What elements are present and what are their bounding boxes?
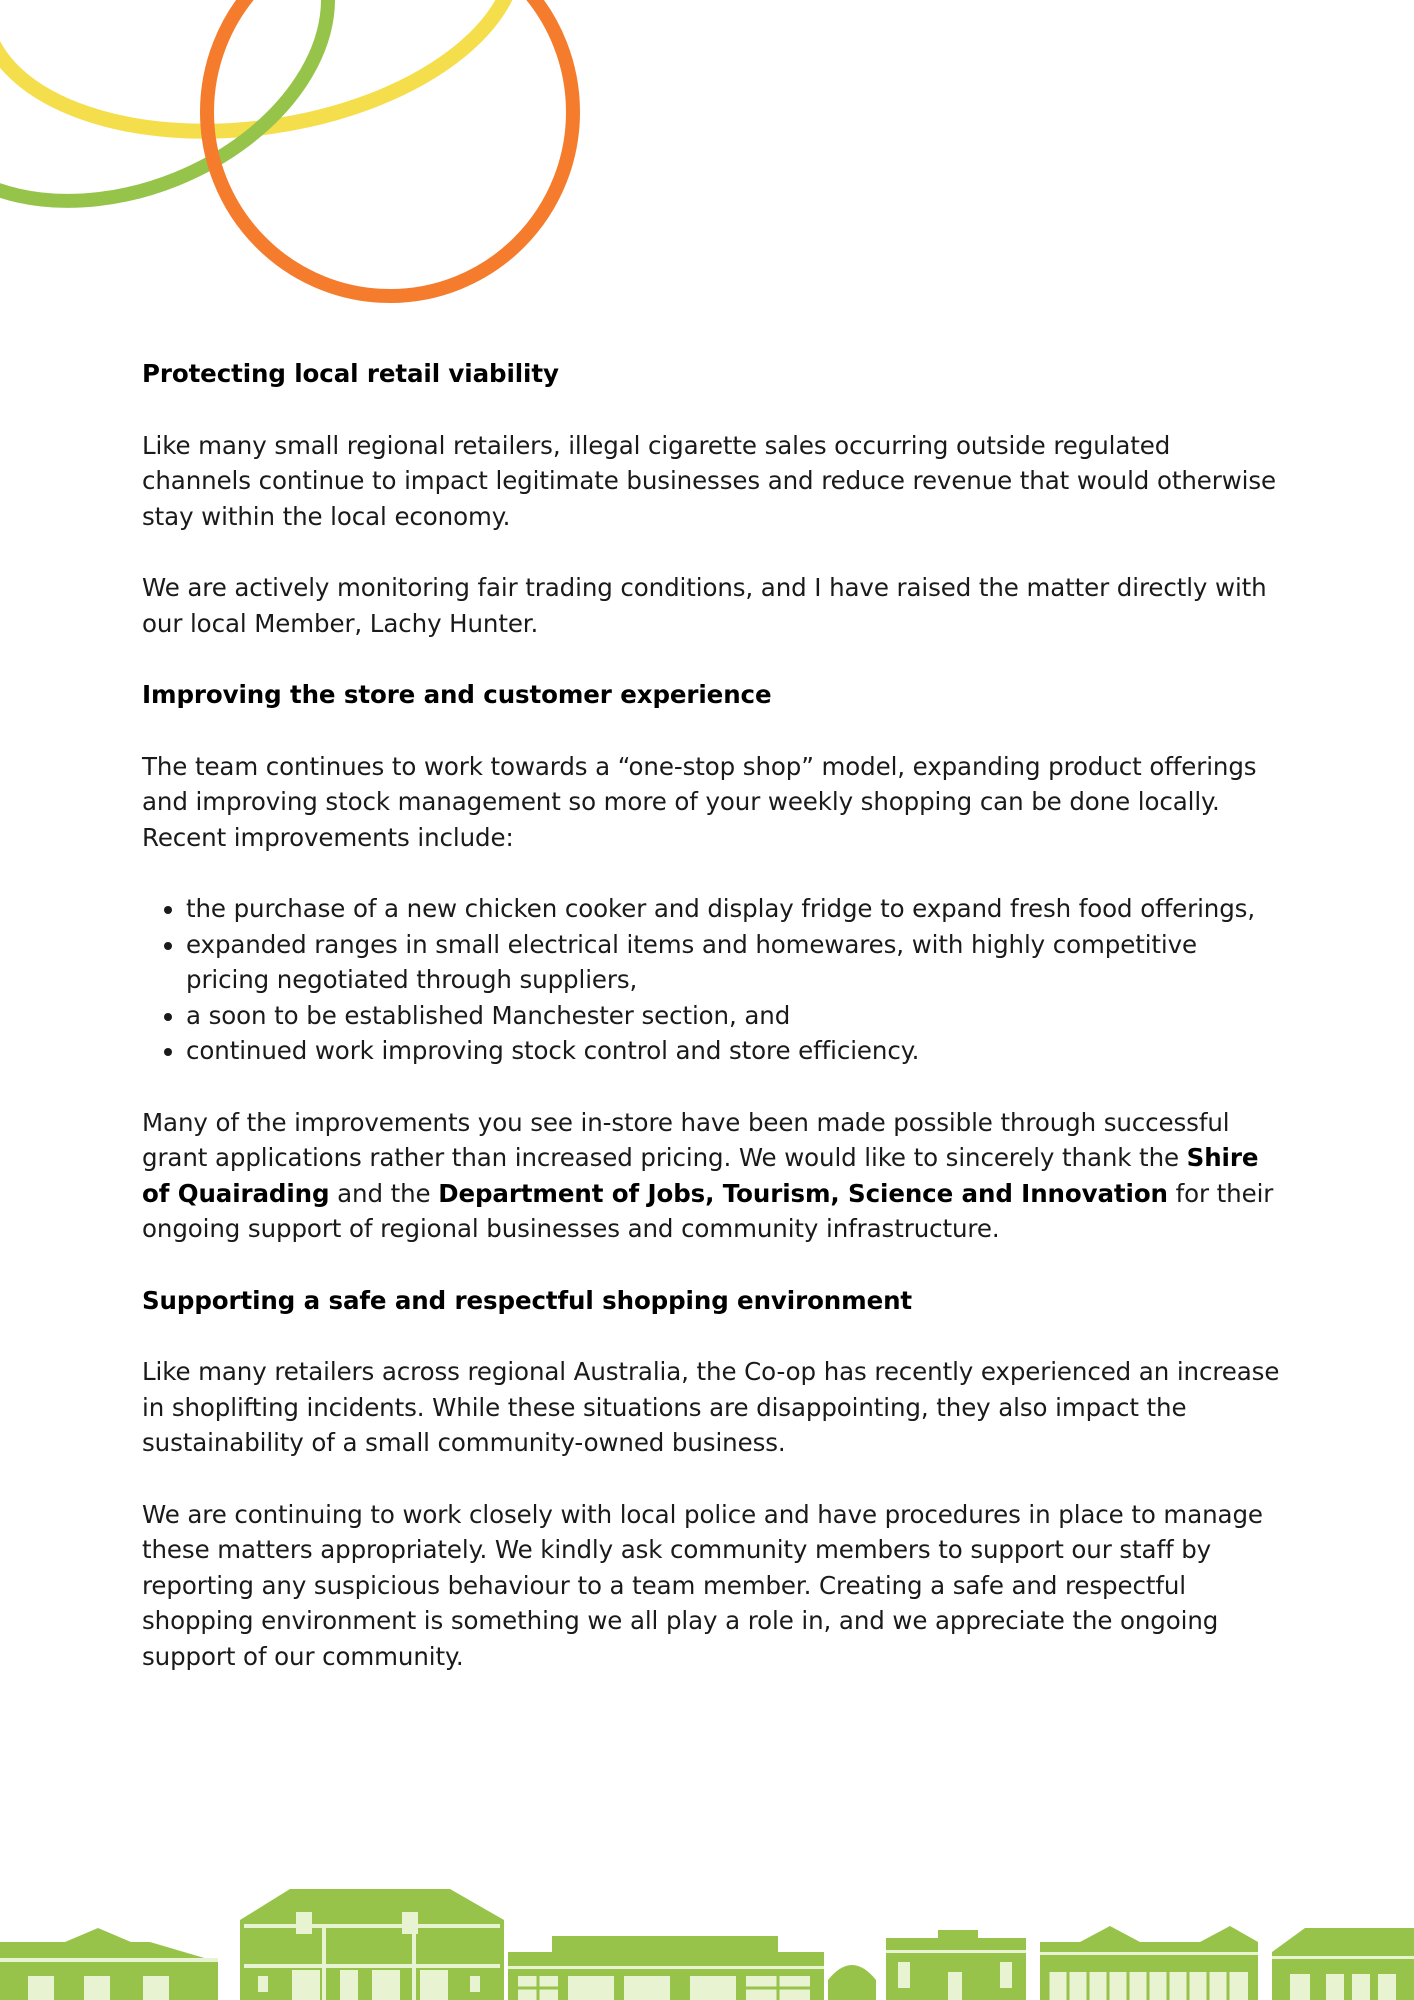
paragraph: We are actively monitoring fair trading conditions, and I have raised the matter directly with our local Member, Lachy Hunter. — [142, 573, 1267, 638]
yellow-ring — [0, 0, 536, 164]
list-item: • expanded ranges in small electrical items and homewares, with highly competitive pricing negotiated through suppliers, — [186, 927, 1282, 998]
paragraph: We are continuing to work closely with local police and have procedures in place to manage these matters appropriately. We kindly ask community members to support our staff by reporting any suspicious behaviour to a team member. Creating a safe and respectful shopping environment is something we all play a role in, and we appreciate the ongoing support of our community. — [142, 1499, 1263, 1671]
grants-text: for their ongoing support of regional businesses and community infrastructure. — [142, 1178, 1274, 1243]
org-shire-quairading: Shire of Quairading — [142, 1143, 1259, 1208]
decorative-rings — [0, 0, 600, 310]
article-body — [142, 356, 1282, 1710]
section-heading-store-experience: Improving the store and customer experience — [142, 680, 772, 709]
grants-paragraph — [142, 1105, 1282, 1247]
org-department-jtsi: Department of Jobs, Tourism, Science and Innovation — [438, 1178, 1168, 1208]
grants-text: and the — [329, 1178, 439, 1208]
town-skyline-illustration — [0, 1880, 1414, 2000]
improvements-list — [142, 891, 1282, 1069]
section-heading-safe-shopping: Supporting a safe and respectful shopping environment — [142, 1285, 913, 1315]
paragraph: Like many small regional retailers, illegal cigarette sales occurring outside regulated channels continue to impact legitimate businesses and reduce revenue that would otherwise stay within the local economy. — [142, 430, 1276, 531]
list-item: • the purchase of a new chicken cooker and display fridge to expand fresh food offerings, — [186, 891, 1282, 927]
section-heading-retail-viability: Protecting local retail viability — [142, 359, 559, 388]
grants-text: Many of the improvements you see in-store have been made possible through successful grant applications rather than increased pricing. We would like to sincerely thank the — [142, 1107, 1230, 1172]
orange-ring — [207, 0, 573, 296]
paragraph: Like many retailers across regional Australia, the Co-op has recently experienced an increase in shoplifting incidents. While these situations are disappointing, they also impact the sustainability of a small community-owned business. — [142, 1357, 1280, 1457]
list-item: • a soon to be established Manchester section, and — [186, 998, 1282, 1034]
list-item: • continued work improving stock control and store efficiency. — [186, 1033, 1282, 1069]
paragraph: The team continues to work towards a “one-stop shop” model, expanding product offerings and improving stock management so more of your weekly shopping can be done locally. Recent improvements include: — [142, 751, 1257, 852]
